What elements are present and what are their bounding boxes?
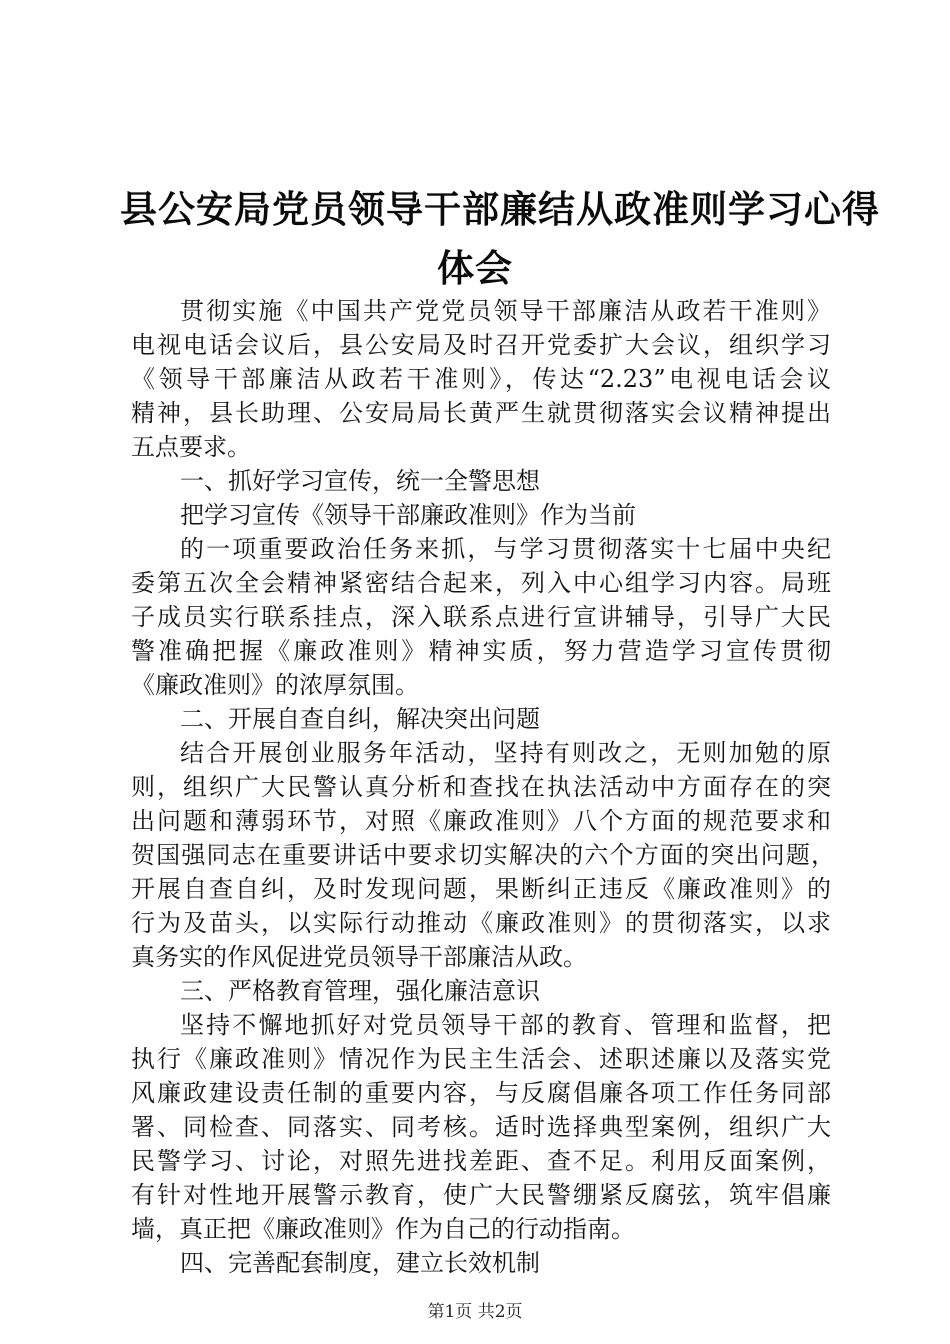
body-line: 风廉政建设责任制的重要内容，与反腐倡廉各项工作任务同部 bbox=[131, 1079, 831, 1107]
body-line: 结合开展创业服务年活动，坚持有则改之，无则加勉的原 bbox=[180, 739, 831, 767]
body-line: 行为及苗头，以实际行动推动《廉政准则》的贯彻落实，以求 bbox=[131, 909, 831, 937]
body-line: 有针对性地开展警示教育，使广大民警绷紧反腐弦，筑牢倡廉 bbox=[131, 1181, 831, 1209]
body-line: 坚持不懈地抓好对党员领导干部的教育、管理和监督，把 bbox=[180, 1011, 831, 1039]
body-line: 五点要求。 bbox=[131, 433, 251, 461]
body-line: 真务实的作风促进党员领导干部廉洁从政。 bbox=[131, 943, 587, 971]
section-heading: 三、严格教育管理，强化廉洁意识 bbox=[180, 977, 540, 1005]
body-line: 署、同检查、同落实、同考核。适时选择典型案例，组织广大 bbox=[131, 1113, 831, 1141]
body-line: 《领导干部廉洁从政若干准则》，传达“2.23”电视电话会议 bbox=[131, 365, 831, 393]
body-line: 的一项重要政治任务来抓，与学习贯彻落实十七届中央纪 bbox=[180, 535, 831, 563]
body-line: 精神，县长助理、公安局局长黄严生就贯彻落实会议精神提出 bbox=[131, 399, 831, 427]
section-heading: 一、抓好学习宣传，统一全警思想 bbox=[180, 467, 540, 495]
body-line: 子成员实行联系挂点，深入联系点进行宣讲辅导，引导广大民 bbox=[131, 603, 831, 631]
page-number-footer: 第1页 共2页 bbox=[427, 1302, 523, 1322]
body-line: 电视电话会议后，县公安局及时召开党委扩大会议，组织学习 bbox=[131, 331, 831, 359]
body-line: 出问题和薄弱环节，对照《廉政准则》八个方面的规范要求和 bbox=[131, 807, 831, 835]
body-line: 委第五次全会精神紧密结合起来，列入中心组学习内容。局班 bbox=[131, 569, 831, 597]
body-line: 把学习宣传《领导干部廉政准则》作为当前 bbox=[180, 501, 636, 529]
body-line: 贯彻实施《中国共产党党员领导干部廉洁从政若干准则》 bbox=[180, 297, 831, 325]
section-heading: 四、完善配套制度，建立长效机制 bbox=[180, 1249, 540, 1277]
body-line: 警准确把握《廉政准则》精神实质，努力营造学习宣传贯彻 bbox=[131, 637, 831, 665]
body-line: 墙，真正把《廉政准则》作为自己的行动指南。 bbox=[131, 1215, 635, 1243]
document-title-line-2: 体会 bbox=[437, 247, 513, 290]
document-title-line-1: 县公安局党员领导干部廉结从政准则学习心得 bbox=[120, 188, 880, 231]
body-line: 贺国强同志在重要讲话中要求切实解决的六个方面的突出问题， bbox=[131, 841, 835, 869]
body-line: 《廉政准则》的浓厚氛围。 bbox=[131, 671, 419, 699]
body-line: 则，组织广大民警认真分析和查找在执法活动中方面存在的突 bbox=[131, 773, 831, 801]
body-line: 开展自查自纠，及时发现问题，果断纠正违反《廉政准则》的 bbox=[131, 875, 831, 903]
body-line: 执行《廉政准则》情况作为民主生活会、述职述廉以及落实党 bbox=[131, 1045, 831, 1073]
body-line: 民警学习、讨论，对照先进找差距、查不足。利用反面案例， bbox=[131, 1147, 831, 1175]
section-heading: 二、开展自查自纠，解决突出问题 bbox=[180, 705, 540, 733]
